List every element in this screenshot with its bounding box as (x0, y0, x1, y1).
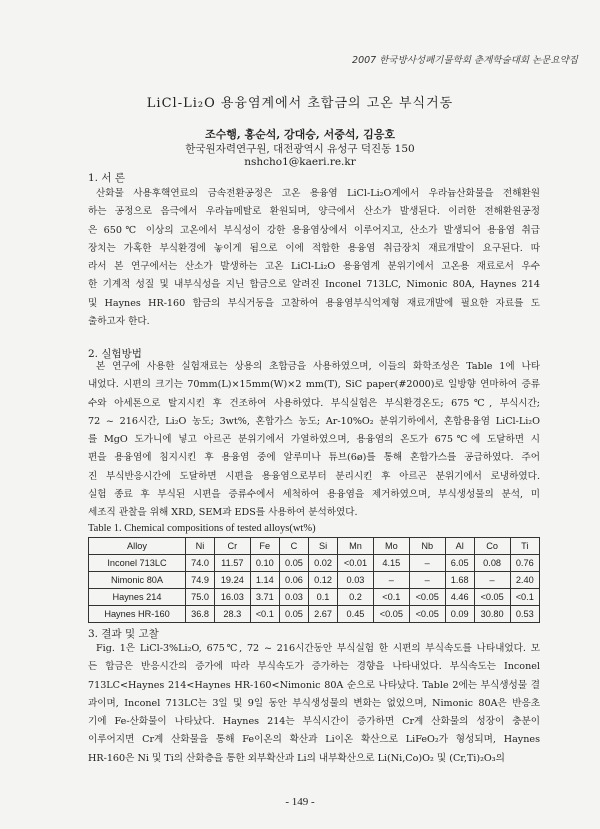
section-body-introduction (88, 185, 540, 331)
composition-cell: – (474, 572, 510, 589)
text-line: 를 MgO 도가니에 넣고 아르곤 분위기에서 가열하였으며, 용융염의 온도가 675℃에 도달하면 시 (88, 434, 540, 446)
composition-cell: <0.05 (373, 606, 409, 623)
table-header-row (89, 538, 540, 555)
table-caption: Table 1. Chemical compositions of tested alloys(wt%) (88, 523, 316, 534)
author-list: 조수행, 홍순석, 강대승, 서중석, 김응호 (204, 128, 396, 141)
composition-cell: 0.2 (338, 589, 374, 606)
composition-cell: 2.67 (309, 606, 338, 623)
composition-cell: 0.06 (279, 572, 308, 589)
text-line: 든 합금은 반응시간의 증가에 따라 부식속도가 증가하는 경향을 나타내었다. 부식속도는 Inconel (88, 661, 540, 673)
composition-cell: <0.05 (409, 606, 445, 623)
composition-table (88, 537, 540, 623)
text-line: 장치는 가혹한 부식환경에 놓이게 됨으로 이에 적합한 용융염 취급장치 재료개발이 요구된다. 따 (88, 242, 540, 254)
composition-cell: 0.10 (250, 555, 279, 572)
composition-cell: 74.0 (186, 555, 215, 572)
text-line: 이루어지면 Cr계 산화물을 통해 Fe이온의 확산과 Li이온 확산으로 LiFeO₂가 형성되며, Haynes (88, 734, 540, 746)
alloy-name-cell: Inconel 713LC (89, 555, 186, 572)
text-line: 내었다. 시편의 크기는 70mm(L)×15mm(W)×2 mm(T), SiC paper(#2000)로 일방향 연마하여 증류 (88, 379, 540, 391)
composition-cell: <0.05 (409, 589, 445, 606)
text-line: 및 Haynes HR-160 합금의 부식거동을 고찰하여 용융염부식억제형 재료개발에 필요한 자료를 도 (88, 297, 540, 309)
table-header-cell: Mn (338, 538, 374, 555)
composition-cell: 36.8 (186, 606, 215, 623)
text-line: 수와 아세톤으로 탈지시킨 후 건조하여 사용하였다. 부식실험은 부식환경온도; 675℃, 부식시간; (88, 397, 540, 409)
composition-cell: 0.05 (279, 606, 308, 623)
text-line: 하는 공정으로 음극에서 우라늄메탈로 환원되며, 양극에서 산소가 발생된다. 이러한 전해환원공정 (88, 206, 540, 218)
section-body-methods (88, 358, 540, 523)
section-title-methods: 2. 실험방법 (88, 348, 142, 360)
table-row (89, 589, 540, 606)
text-line: 72 ~ 216시간, Li₂O 농도; 3wt%, 혼합가스 농도; Ar-10%O₂ 분위기하에서, 혼합용융염 LiCl-Li₂O (88, 415, 540, 427)
composition-cell: – (373, 572, 409, 589)
text-line: 한 기계적 성질 및 내부식성을 지닌 합금으로 알려진 Inconel 713LC, Nimonic 80A, Haynes 214 (88, 279, 540, 291)
table-header-cell: Cr (215, 538, 251, 555)
composition-cell: 74.9 (186, 572, 215, 589)
composition-cell: <0.1 (250, 606, 279, 623)
alloy-name-cell: Haynes 214 (89, 589, 186, 606)
composition-cell: 0.09 (445, 606, 474, 623)
text-line: Fig. 1은 LiCl-3%Li₂O, 675℃, 72 ~ 216시간동안 부식실험 한 시편의 부식속도를 나타내었다. 모 (96, 643, 540, 654)
paper-title: LiCl-Li₂O 용융염계에서 초합금의 고온 부식거동 (146, 96, 454, 111)
table-header-cell: Mo (373, 538, 409, 555)
alloy-name-cell: Haynes HR-160 (89, 606, 186, 623)
table-header-cell: Si (309, 538, 338, 555)
composition-cell: 0.45 (338, 606, 374, 623)
text-line: 진 부식반응시간에 도달하면 시편을 용융염으로부터 분리시킨 후 아르곤 분위기에서 로냉하였다. (88, 470, 540, 482)
composition-cell: – (409, 555, 445, 572)
section-body-results (88, 640, 540, 768)
author-email: nshcho1@kaeri.re.kr (244, 156, 356, 168)
composition-cell: 4.46 (445, 589, 474, 606)
table-row (89, 555, 540, 572)
composition-cell: 0.02 (309, 555, 338, 572)
text-line: 라서 본 연구에서는 산소가 발생하는 고온 LiCl-Li₂O 용융염계 분위기에서 고온용 재료로서 우수 (88, 261, 540, 273)
composition-cell: 0.1 (309, 589, 338, 606)
table-header-cell: Alloy (89, 538, 186, 555)
composition-cell: 4.15 (373, 555, 409, 572)
table-row (89, 606, 540, 623)
composition-cell: – (409, 572, 445, 589)
text-line: 세조직 관찰을 위해 XRD, SEM과 EDS를 사용하여 분석하였다. (88, 507, 358, 519)
section-title-introduction: 1. 서 론 (88, 172, 125, 184)
composition-cell: 0.05 (279, 555, 308, 572)
proceedings-header: 2007 한국방사성폐기물학회 춘계학술대회 논문요약집 (352, 55, 578, 66)
composition-cell: <0.1 (510, 589, 539, 606)
alloy-name-cell: Nimonic 80A (89, 572, 186, 589)
text-line: 실험 종료 후 부식된 시편을 증류수에서 세척하여 용융염을 제거하였으며, 부식생성물의 분석, 미 (88, 489, 540, 501)
text-line: 산화물 사용후핵연료의 금속전환공정은 고온 용융염 LiCl-Li₂O계에서 우라늄산화물을 전해환원 (96, 188, 540, 199)
composition-cell: 0.03 (338, 572, 374, 589)
composition-cell: 19.24 (215, 572, 251, 589)
composition-cell: 11.57 (215, 555, 251, 572)
text-line: 출하고자 한다. (88, 316, 150, 328)
composition-cell: 0.03 (279, 589, 308, 606)
text-line: 편을 용융염에 침지시킨 후 용융염 중에 알루미나 튜브(6ø)를 통해 혼합가스를 공급하였다. 주어 (88, 452, 540, 464)
text-line: 본 연구에 사용한 실험재료는 상용의 초합금을 사용하였으며, 이들의 화학조성은 Table 1에 나타 (96, 361, 540, 372)
section-title-results: 3. 결과 및 고찰 (88, 628, 159, 640)
composition-cell: 0.53 (510, 606, 539, 623)
table-header-cell: Al (445, 538, 474, 555)
table-header-cell: Ni (186, 538, 215, 555)
composition-cell: 3.71 (250, 589, 279, 606)
table-header-cell: Fe (250, 538, 279, 555)
composition-cell: <0.05 (474, 589, 510, 606)
composition-cell: <0.1 (373, 589, 409, 606)
composition-cell: <0.01 (338, 555, 374, 572)
text-line: 과이며, Inconel 713LC는 3일 및 9일 동안 부식생성물의 변화는 없었으며, Nimonic 80A은 반응초 (88, 697, 540, 709)
composition-cell: 2.40 (510, 572, 539, 589)
table-header-cell: Nb (409, 538, 445, 555)
table-header-cell: C (279, 538, 308, 555)
composition-cell: 1.68 (445, 572, 474, 589)
composition-cell: 75.0 (186, 589, 215, 606)
affiliation: 한국원자력연구원, 대전광역시 유성구 덕진동 150 (185, 143, 415, 155)
composition-cell: 0.12 (309, 572, 338, 589)
text-line: 713LC<Haynes 214<Haynes HR-160<Nimonic 80A 순으로 나타났다. Table 2에는 부식생성물 결 (88, 679, 540, 691)
composition-cell: 0.08 (474, 555, 510, 572)
text-line: 기에 Fe-산화물이 나타났다. Haynes 214는 부식시간이 증가하면 Cr계 산화물의 성장이 충분이 (88, 716, 540, 728)
composition-cell: 30.80 (474, 606, 510, 623)
composition-cell: 6.05 (445, 555, 474, 572)
composition-cell: 28.3 (215, 606, 251, 623)
page-number: - 149 - (285, 796, 315, 808)
composition-cell: 1.14 (250, 572, 279, 589)
table-row (89, 572, 540, 589)
composition-cell: 0.76 (510, 555, 539, 572)
table-header-cell: Co (474, 538, 510, 555)
text-line: HR-160은 Ni 및 Ti의 산화층을 통한 외부확산과 Li의 내부확산으로 Li(Ni,Co)O₂ 및 (Cr,Ti)₂O₃의 (88, 752, 505, 764)
text-line: 은 650℃ 이상의 고온에서 부식성이 강한 용융염상에서 이루어지고, 산소가 발생되어 용융염 취급 (88, 224, 540, 236)
table-header-cell: Ti (510, 538, 539, 555)
composition-cell: 16.03 (215, 589, 251, 606)
